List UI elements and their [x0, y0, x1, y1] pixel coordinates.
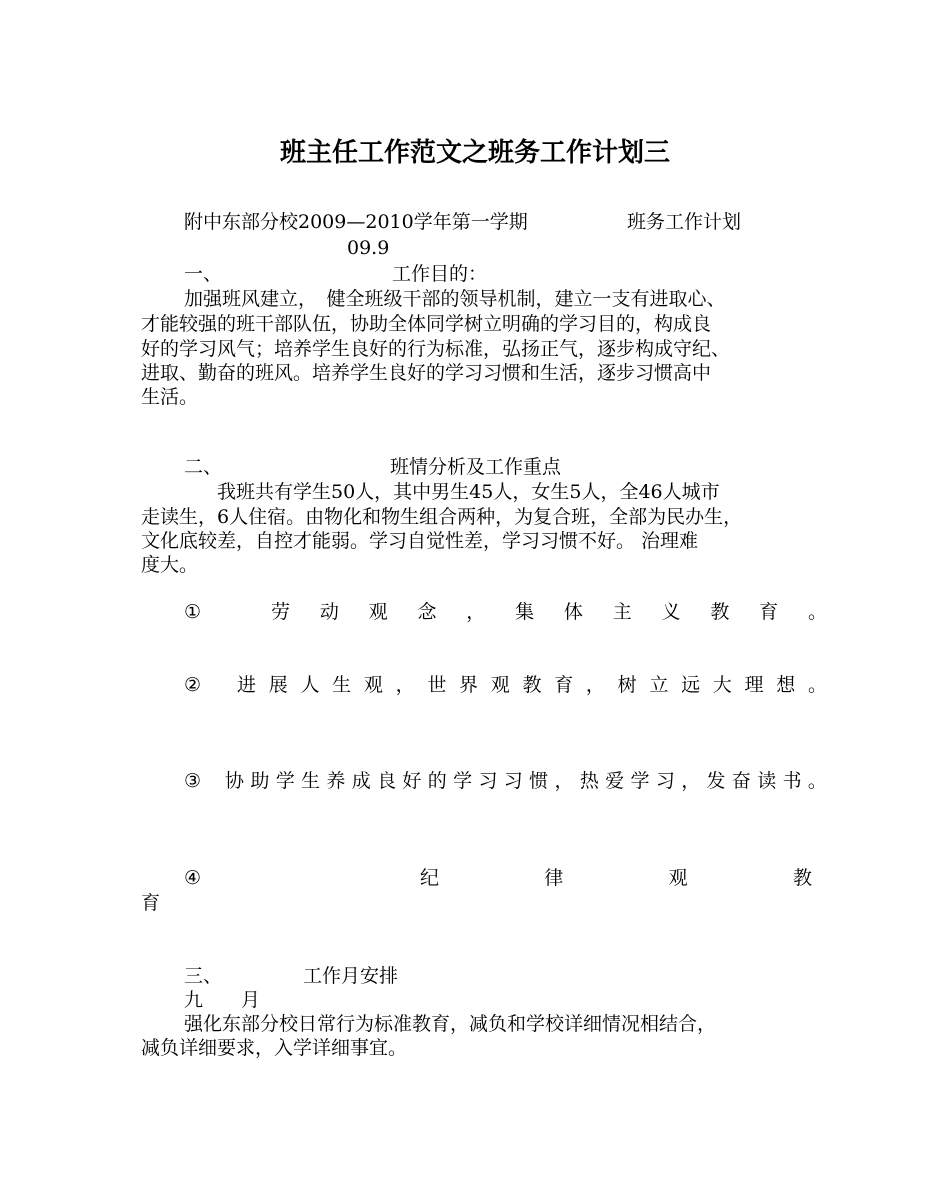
item-char: 远 — [681, 674, 701, 696]
item-char: 习 — [655, 770, 675, 792]
item-char: 育 — [554, 674, 574, 696]
item-char: 观 — [368, 601, 388, 623]
item-char: 学 — [453, 770, 473, 792]
item4-tail: 育 — [141, 892, 161, 914]
plan-date: 09.9 — [347, 237, 390, 259]
item-char: 。 — [807, 601, 827, 623]
item-char: 教 — [710, 601, 730, 623]
item3-text — [225, 769, 827, 793]
item-char: 助 — [250, 770, 270, 792]
section2-number: 二、 — [184, 456, 223, 478]
item-char: 良 — [377, 770, 397, 792]
item-char: 大 — [712, 674, 732, 696]
plan-name: 班务工作计划 — [627, 211, 742, 233]
item-char: 热 — [579, 770, 599, 792]
school-term: 附中东部分校2009—2010学年第一学期 — [184, 211, 528, 233]
section2-line: 文化底较差，自控才能弱。学习自觉性差，学习习惯不好。 治理难 — [141, 530, 699, 552]
section3-line: 强化东部分校日常行为标准教育，减负和学校详细情况相结合， — [184, 1013, 717, 1035]
item-char: 学 — [630, 770, 650, 792]
item-char: 立 — [649, 674, 669, 696]
item1-text — [271, 600, 827, 624]
item-char: 教 — [522, 674, 542, 696]
item-char: 好 — [402, 770, 422, 792]
item-char: 。 — [807, 770, 827, 792]
item-char: 观 — [363, 674, 383, 696]
item-char: 纪 — [420, 867, 440, 889]
item-char: 人 — [300, 674, 320, 696]
item-char: ， — [554, 770, 574, 792]
item-char: 的 — [427, 770, 447, 792]
item-char: 集 — [515, 601, 535, 623]
section1-line: 好的学习风气；培养学生良好的行为标准，弘扬正气，逐步构成守纪、 — [141, 338, 731, 360]
section2-line: 走读生，6人住宿。由物化和物生组合两种，为复合班，全部为民办生， — [141, 506, 743, 528]
section2-line: 我班共有学生50人，其中男生45人，女生5人，全46人城市 — [217, 481, 720, 503]
item-char: ， — [681, 770, 701, 792]
section1-number: 一、 — [184, 263, 223, 285]
section1-line: 加强班风建立， 健全班级干部的领导机制，建立一支有进取心、 — [184, 288, 726, 310]
section2-line: 度大。 — [141, 554, 199, 576]
item-char: 理 — [744, 674, 764, 696]
section1-heading: 工作目的： — [392, 263, 488, 285]
item-char: 展 — [268, 674, 288, 696]
item-char: 发 — [706, 770, 726, 792]
item-char: 学 — [275, 770, 295, 792]
item-char: 教 — [792, 867, 812, 889]
item-char: 动 — [319, 601, 339, 623]
item-char: ， — [395, 674, 415, 696]
item-char: 生 — [332, 674, 352, 696]
item2-marker: ② — [184, 674, 202, 696]
item-char: ， — [466, 601, 486, 623]
item-char: 习 — [503, 770, 523, 792]
section3-month: 九 月 — [184, 989, 261, 1011]
item-char: 世 — [427, 674, 447, 696]
item-char: 成 — [351, 770, 371, 792]
section1-line: 进取、勤奋的班风。培养学生良好的学习习惯和生活，逐步习惯高中 — [141, 362, 712, 384]
item-char: 想 — [776, 674, 796, 696]
item-char: 树 — [617, 674, 637, 696]
item-char: 育 — [759, 601, 779, 623]
item-char: 习 — [478, 770, 498, 792]
item-char: 界 — [459, 674, 479, 696]
item4-text — [420, 866, 812, 890]
item4-marker: ④ — [184, 867, 202, 889]
item-char: 爱 — [605, 770, 625, 792]
item-char: 观 — [490, 674, 510, 696]
item-char: 读 — [757, 770, 777, 792]
item-char: 进 — [237, 674, 257, 696]
section3-line: 减负详细要求，入学详细事宜。 — [141, 1037, 408, 1059]
item-char: 念 — [417, 601, 437, 623]
item-char: 协 — [225, 770, 245, 792]
item-char: 书 — [782, 770, 802, 792]
item3-marker: ③ — [184, 770, 202, 792]
item-char: 生 — [301, 770, 321, 792]
section1-line: 才能较强的班干部队伍，协助全体同学树立明确的学习目的，构成良 — [141, 313, 712, 335]
section1-line: 生活。 — [141, 386, 199, 408]
item-char: 劳 — [271, 601, 291, 623]
item2-text — [237, 673, 827, 697]
item-char: 。 — [807, 674, 827, 696]
item-char: ， — [585, 674, 605, 696]
item-char: 惯 — [529, 770, 549, 792]
item-char: 观 — [668, 867, 688, 889]
item1-marker: ① — [184, 601, 202, 623]
item-char: 义 — [661, 601, 681, 623]
section3-number: 三、 — [184, 965, 223, 987]
item-char: 主 — [612, 601, 632, 623]
item-char: 养 — [326, 770, 346, 792]
item-char: 律 — [544, 867, 564, 889]
section3-heading: 工作月安排 — [303, 965, 399, 987]
item-char: 奋 — [731, 770, 751, 792]
document-title: 班主任工作范文之班务工作计划三 — [279, 138, 670, 168]
item-char: 体 — [563, 601, 583, 623]
section2-heading: 班情分析及工作重点 — [390, 456, 562, 478]
